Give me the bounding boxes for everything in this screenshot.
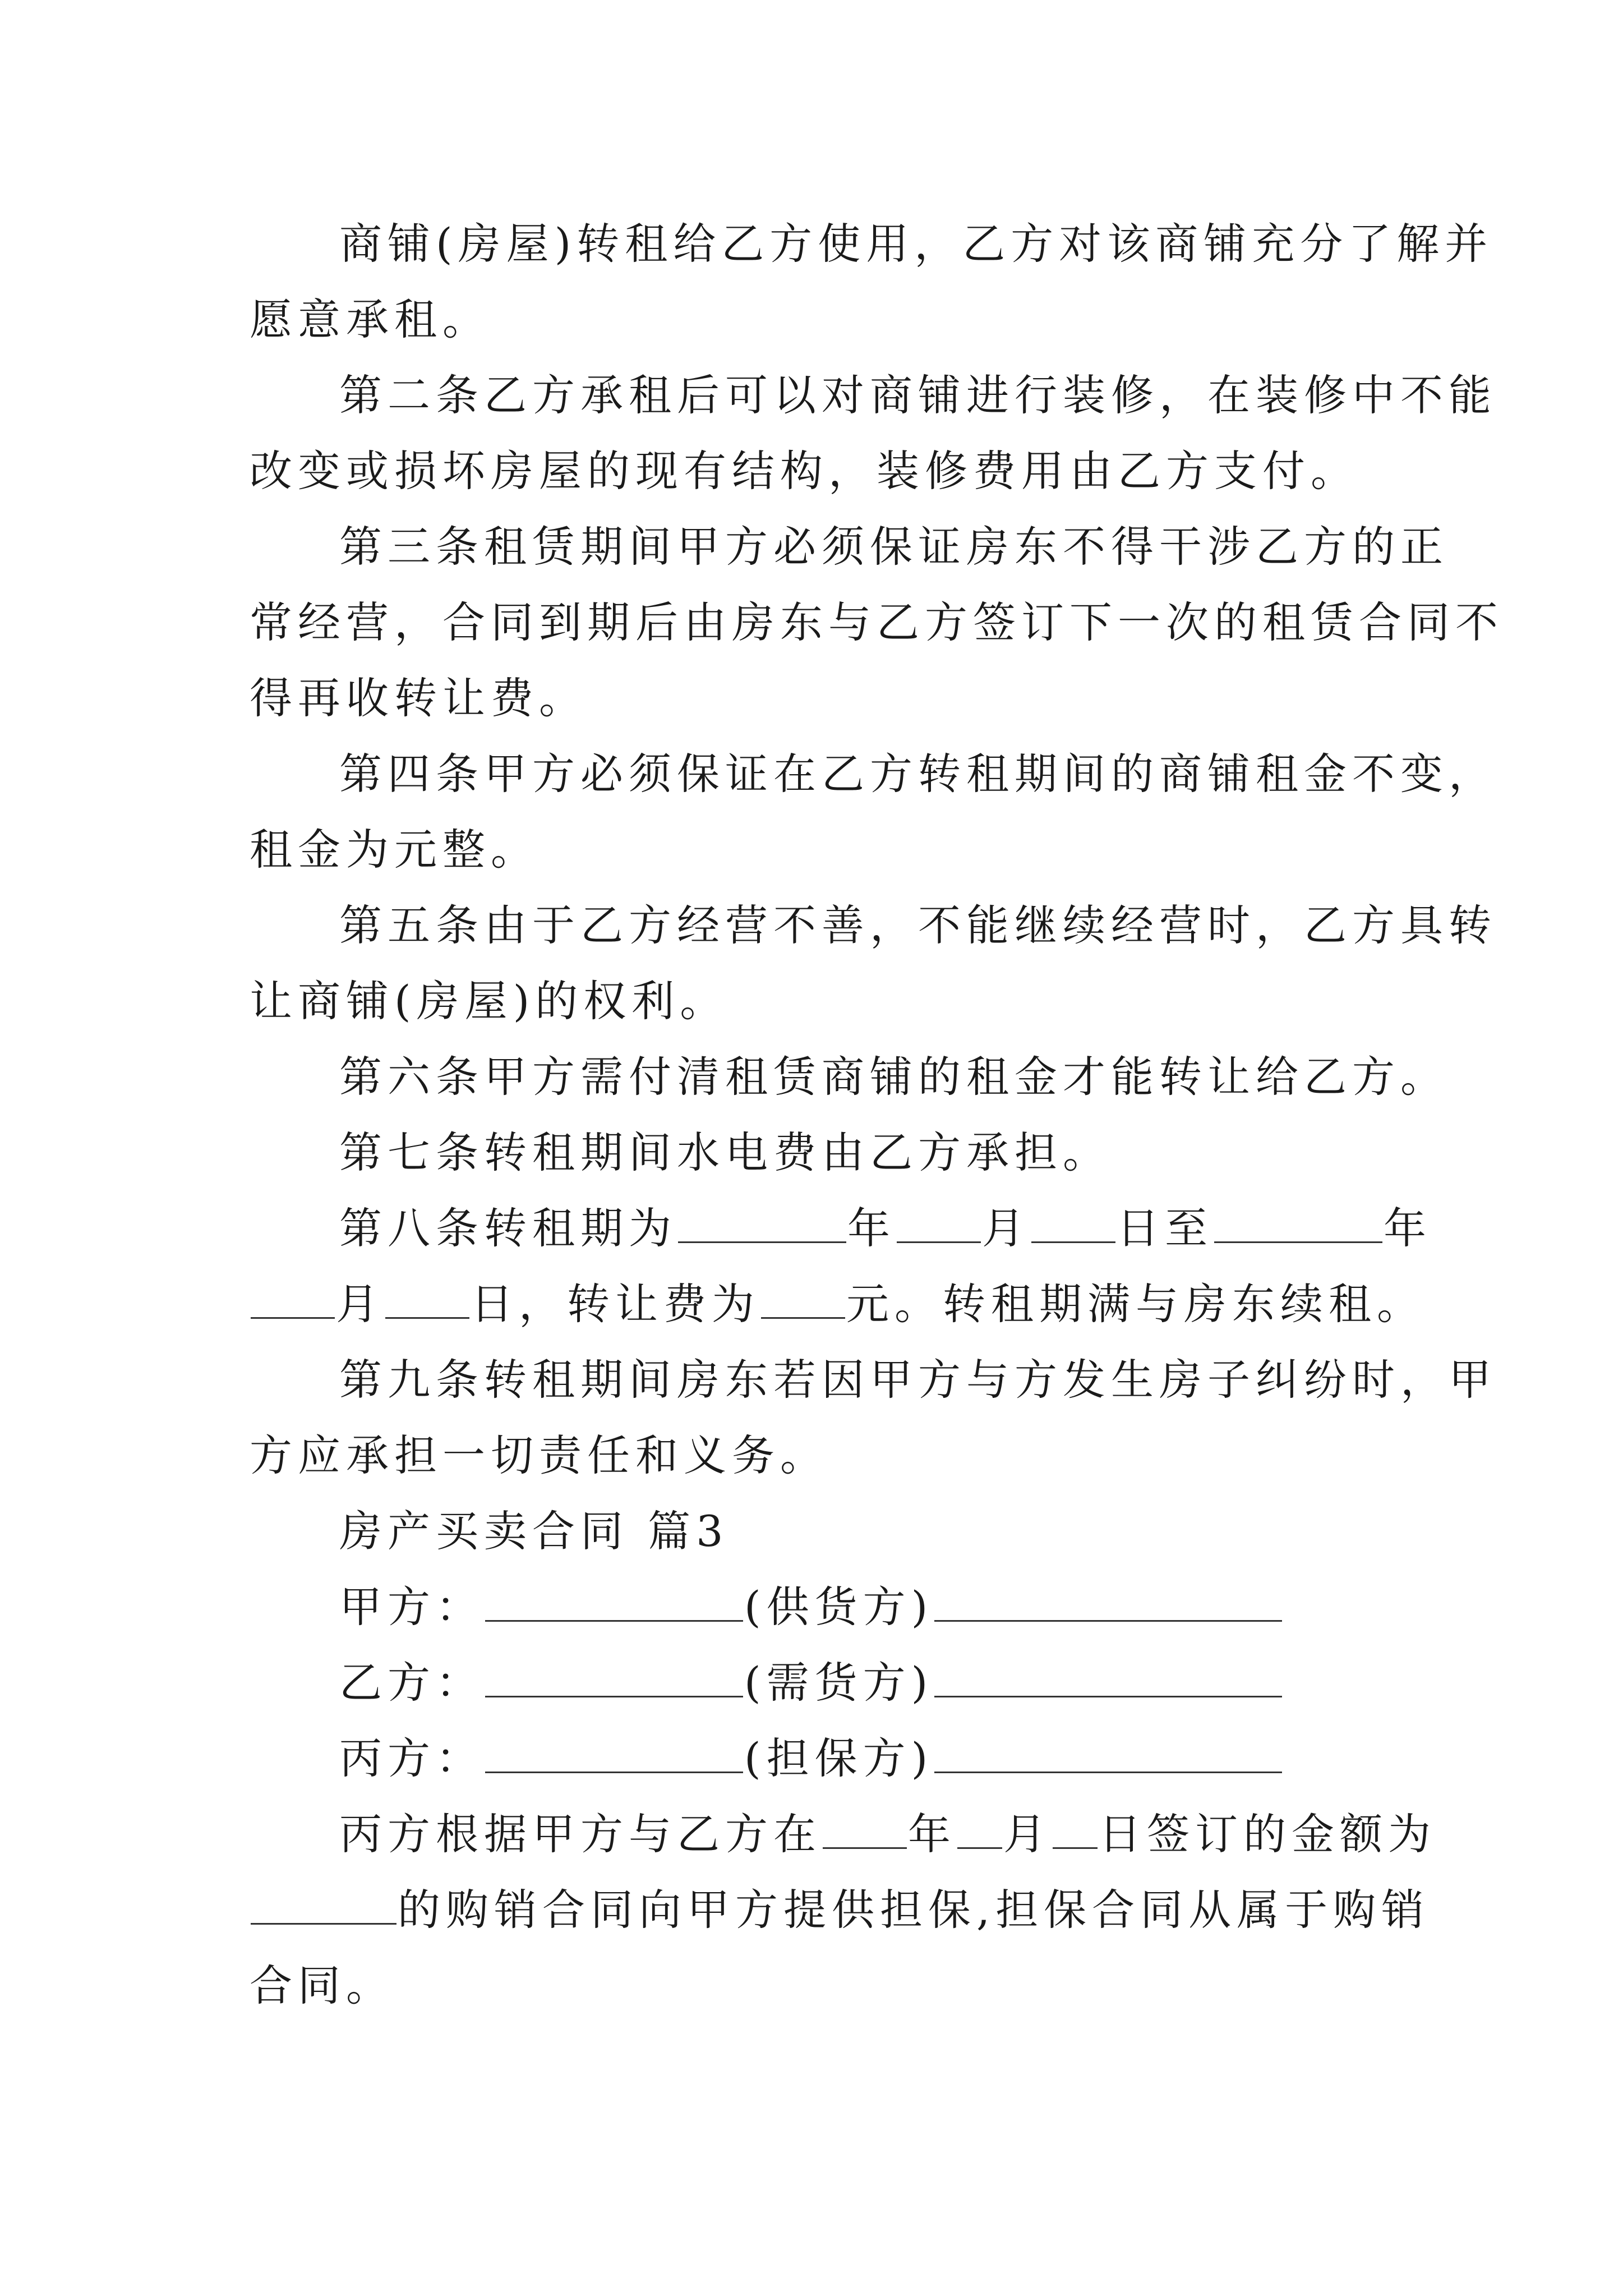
text-segment: 丙方根据甲方与乙方在	[339, 1809, 822, 1859]
paragraph-line: 第六条甲方需付清租赁商铺的租金才能转让给乙方。	[339, 1052, 1449, 1102]
text-segment: 月	[1003, 1809, 1052, 1859]
party-detail-blank[interactable]	[934, 1583, 1282, 1622]
fill-blank[interactable]	[678, 1204, 846, 1243]
paragraph-line: 第九条转租期间房东若因甲方与方发生房子纠纷时，甲	[339, 1355, 1497, 1405]
party-line	[339, 1655, 1283, 1711]
party-name-blank[interactable]	[485, 1583, 743, 1622]
text-segment: 第八条转租期为	[339, 1203, 677, 1253]
text-segment: 日签订的金额为	[1099, 1809, 1436, 1859]
fill-blank[interactable]	[1031, 1204, 1115, 1243]
fill-blank[interactable]	[823, 1810, 907, 1849]
paragraph-line	[339, 1806, 1436, 1862]
paragraph-line: 改变或损坏房屋的现有结构，装修费用由乙方支付。	[250, 446, 1359, 496]
party-line	[339, 1579, 1283, 1635]
paragraph-line: 愿意承租。	[250, 295, 491, 344]
paragraph-line: 第四条甲方必须保证在乙方转租期间的商铺租金不变，	[339, 749, 1497, 799]
paragraph-line: 得再收转让费。	[250, 673, 587, 723]
party-name-blank[interactable]	[485, 1734, 743, 1773]
paragraph-line	[250, 1276, 1425, 1332]
party-label: 丙方：	[339, 1733, 484, 1783]
fill-blank[interactable]	[251, 1886, 396, 1925]
fill-blank[interactable]	[1053, 1810, 1098, 1849]
party-role: (需货方)	[744, 1658, 934, 1708]
section-heading: 房产买卖合同 篇3	[339, 1506, 729, 1556]
fill-blank[interactable]	[897, 1204, 981, 1243]
fill-blank[interactable]	[957, 1810, 1002, 1849]
text-segment: 月	[336, 1279, 384, 1329]
party-name-blank[interactable]	[485, 1659, 743, 1697]
party-role: (供货方)	[744, 1582, 934, 1632]
paragraph-line: 让商铺(房屋)的权利。	[250, 976, 728, 1026]
paragraph-line: 商铺(房屋)转租给乙方使用，乙方对该商铺充分了解并	[339, 219, 1493, 269]
party-role: (担保方)	[744, 1733, 934, 1783]
text-segment: 日至	[1117, 1203, 1213, 1253]
text-segment: 月	[982, 1203, 1030, 1253]
fill-blank[interactable]	[761, 1280, 845, 1319]
paragraph-line: 第二条乙方承租后可以对商铺进行装修，在装修中不能	[339, 370, 1497, 420]
paragraph-line	[339, 1200, 1432, 1257]
paragraph-line: 租金为元整。	[250, 825, 539, 875]
paragraph-line: 第七条转租期间水电费由乙方承担。	[339, 1128, 1111, 1177]
paragraph-line: 方应承担一切责任和义务。	[250, 1430, 828, 1480]
text-segment: 日，转让费为	[471, 1279, 760, 1329]
paragraph-line: 第三条租赁期间甲方必须保证房东不得干涉乙方的正	[339, 522, 1449, 572]
text-segment: 年	[908, 1809, 956, 1859]
party-label: 甲方：	[339, 1582, 484, 1632]
party-label: 乙方：	[339, 1658, 484, 1708]
paragraph-line: 常经营，合同到期后由房东与乙方签订下一次的租赁合同不	[250, 597, 1504, 647]
paragraph-line: 第五条由于乙方经营不善，不能继续经营时，乙方具转	[339, 900, 1497, 950]
paragraph-line: 合同。	[250, 1961, 394, 2010]
fill-blank[interactable]	[251, 1280, 335, 1319]
party-detail-blank[interactable]	[934, 1659, 1282, 1697]
text-segment: 元。转租期满与房东续租。	[846, 1279, 1425, 1329]
fill-blank[interactable]	[385, 1280, 469, 1319]
fill-blank[interactable]	[1214, 1204, 1382, 1243]
party-line	[339, 1731, 1283, 1787]
text-segment: 的购销合同向甲方提供担保,担保合同从属于购销	[398, 1885, 1430, 1935]
text-segment: 年	[1384, 1203, 1432, 1253]
party-detail-blank[interactable]	[934, 1734, 1282, 1773]
paragraph-line	[250, 1882, 1430, 1938]
text-segment: 年	[847, 1203, 896, 1253]
